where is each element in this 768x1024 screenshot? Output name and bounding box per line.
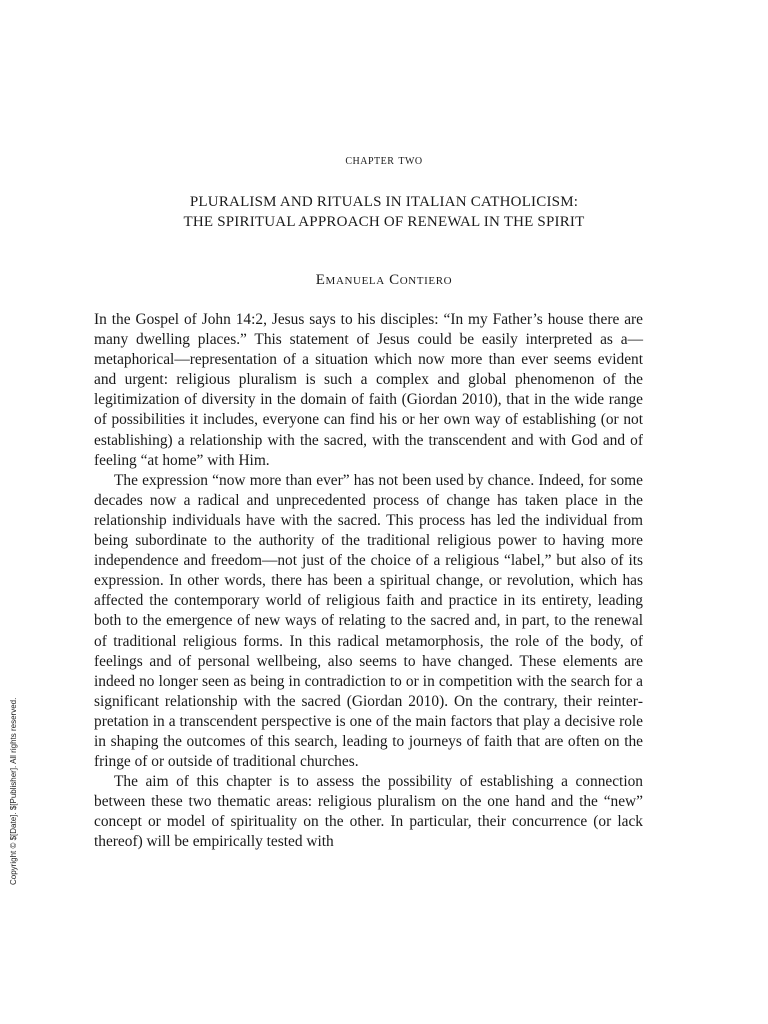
chapter-title (0, 192, 768, 232)
chapter-label: chapter two (345, 153, 423, 168)
chapter-title-line-2: THE SPIRITUAL APPROACH OF RENEWAL IN THE SPIRIT (183, 214, 585, 230)
chapter-title-line-1: PLURALISM AND RITUALS IN ITALIAN CATHOLICISM: (189, 194, 579, 210)
copyright-notice: Copyright © $[Date]. $[Publisher]. All rights reserved. (9, 697, 18, 885)
body-text (94, 310, 643, 853)
paragraph-2: The expression “now more than ever” has not been used by chance. Indeed, for some decades now a radical and unprecedented process of change has taken place in the relationship individuals have with the sacred. This process has led the individual from being subordinate to the authority of the traditional religious power to having more independence and freedom—not just of the choice of a religious “label,” but also of its expression. In other words, there has been a spiritual change, or revolution, which has affected the contemporary world of religious faith and practice in its entirety, leading both to the emergence of new ways of relating to the sacred and, in part, to the renewal of traditional religious forms. In this radical metamorphosis, the role of the body, of feelings and of personal wellbeing, also seems to have changed. These elements are indeed no longer seen as being in contradiction to or in competition with the search for a significant relationship with the sacred (Giordan 2010). On the contrary, their reinterpretation in a transcendent perspective is one of the main factors that play a decisive role in shaping the outcomes of this search, leading to journeys of faith that are often on the fringe of or outside of traditional churches. (94, 471, 643, 771)
author-name: Emanuela Contiero (315, 272, 453, 288)
paragraph-1: In the Gospel of John 14:2, Jesus says to his disciples: “In my Father’s house there are many dwelling places.” This statement of Jesus could be easily interpreted as a—metaphorical—representation of a situation which now more than ever seems evident and urgent: religious pluralism is such a complex and global phenomenon of the legitimization of diversity in the domain of faith (Giordan 2010), that in the wide range of possibilities it includes, everyone can find his or her own way of establishing (or not establishing) a relationship with the sacred, with the transcendent and with God and of feeling “at home” with Him. (94, 311, 643, 469)
paragraph-3: The aim of this chapter is to assess the possibility of establishing a connection between these two thematic areas: religious pluralism on the one hand and the “new” concept or model of spirituality on the other. In particular, their concurrence (or lack thereof) will be empirically tested with (94, 773, 643, 851)
